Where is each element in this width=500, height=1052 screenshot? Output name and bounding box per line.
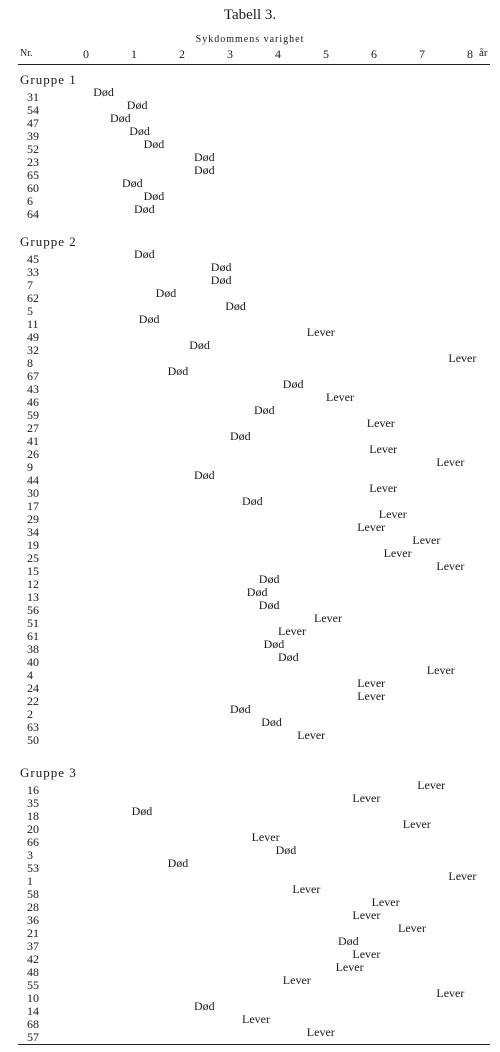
patient-number: 31 <box>27 90 39 104</box>
outcome-alive: Lever <box>448 869 477 883</box>
patient-number: 32 <box>27 343 39 357</box>
patient-number: 5 <box>27 304 33 318</box>
patient-number: 4 <box>27 668 33 682</box>
outcome-alive: Lever <box>357 689 386 703</box>
patient-number: 46 <box>27 395 39 409</box>
patient-number: 47 <box>27 116 39 130</box>
outcome-alive: Lever <box>297 728 326 742</box>
patient-number: 3 <box>27 848 33 862</box>
outcome-dead: Død <box>230 429 251 443</box>
patient-number: 51 <box>27 616 39 630</box>
outcome-alive: Lever <box>369 481 398 495</box>
outcome-dead: Død <box>189 338 210 352</box>
outcome-dead: Død <box>110 111 131 125</box>
patient-number: 63 <box>27 720 39 734</box>
group-title: Gruppe 2 <box>20 234 77 249</box>
outcome-dead: Død <box>194 150 215 164</box>
patient-number: 15 <box>27 564 39 578</box>
x-tick-label: 3 <box>227 47 233 61</box>
patient-number: 45 <box>27 252 39 266</box>
patient-number: 25 <box>27 551 39 565</box>
outcome-alive: Lever <box>426 663 455 677</box>
x-tick-label: 6 <box>371 47 377 61</box>
outcome-dead: Død <box>134 202 155 216</box>
outcome-dead: Død <box>138 312 160 326</box>
outcome-dead: Død <box>155 286 177 300</box>
patient-number: 29 <box>27 512 39 526</box>
patient-number: 6 <box>27 194 33 208</box>
patient-number: 30 <box>27 486 39 500</box>
patient-number: 34 <box>27 525 39 539</box>
outcome-dead: Død <box>258 572 280 586</box>
column-header: Sykdommens varighet <box>195 34 305 45</box>
outcome-dead: Død <box>131 804 153 818</box>
patient-number: 13 <box>27 590 39 604</box>
outcome-alive: Lever <box>306 1025 335 1039</box>
bottom-rule <box>18 1044 490 1045</box>
patient-number: 7 <box>27 278 33 292</box>
outcome-dead: Død <box>129 124 150 138</box>
outcome-alive: Lever <box>398 921 426 935</box>
outcome-alive: Lever <box>436 455 465 469</box>
outcome-alive: Lever <box>357 520 386 534</box>
outcome-alive: Lever <box>242 1012 270 1026</box>
patient-number: 53 <box>27 861 39 875</box>
patient-number: 68 <box>27 1017 39 1031</box>
patient-number: 18 <box>27 809 39 823</box>
patient-number: 60 <box>27 181 39 195</box>
outcome-dead: Død <box>143 137 165 151</box>
patient-number: 55 <box>27 978 39 992</box>
patient-number: 14 <box>27 1004 39 1018</box>
outcome-alive: Lever <box>314 611 342 625</box>
outcome-dead: Død <box>126 98 148 112</box>
patient-number: 9 <box>27 460 33 474</box>
x-tick-label: 8 <box>467 47 473 61</box>
group-title: Gruppe 1 <box>20 72 77 87</box>
patient-number: 59 <box>27 408 39 422</box>
outcome-dead: Død <box>275 843 297 857</box>
outcome-dead: Død <box>167 856 189 870</box>
outcome-alive: Lever <box>326 390 354 404</box>
outcome-alive: Lever <box>357 676 386 690</box>
outcome-dead: Død <box>210 260 232 274</box>
outcome-dead: Død <box>282 377 304 391</box>
outcome-alive: Lever <box>369 442 398 456</box>
patient-number: 10 <box>27 991 39 1005</box>
patient-number: 57 <box>27 1030 39 1044</box>
group-title: Gruppe 3 <box>20 765 77 780</box>
outcome-alive: Lever <box>448 351 477 365</box>
patient-number: 35 <box>27 796 39 810</box>
outcome-dead: Død <box>167 364 189 378</box>
patient-number: 38 <box>27 642 39 656</box>
nr-column-label: Nr. <box>20 48 33 59</box>
patient-number: 54 <box>27 103 39 117</box>
patient-number: 17 <box>27 499 39 513</box>
patient-number: 66 <box>27 835 39 849</box>
patient-number: 16 <box>27 783 39 797</box>
outcome-dead: Død <box>210 273 232 287</box>
patient-number: 61 <box>27 629 39 643</box>
patient-number: 42 <box>27 952 39 966</box>
patient-number: 49 <box>27 330 39 344</box>
x-tick-label: 4 <box>275 47 281 61</box>
outcome-alive: Lever <box>417 778 446 792</box>
patient-number: 62 <box>27 291 39 305</box>
patient-number: 12 <box>27 577 39 591</box>
patient-number: 11 <box>27 317 39 331</box>
patient-number: 37 <box>27 939 39 953</box>
outcome-alive: Lever <box>352 947 381 961</box>
outcome-dead: Død <box>258 598 280 612</box>
x-tick-label: 2 <box>179 47 185 61</box>
patient-number: 19 <box>27 538 39 552</box>
patient-number: 56 <box>27 603 39 617</box>
patient-number: 28 <box>27 900 39 914</box>
patient-number: 40 <box>27 655 39 669</box>
patient-number: 36 <box>27 913 39 927</box>
outcome-alive: Lever <box>436 986 465 1000</box>
patient-number: 20 <box>27 822 39 836</box>
outcome-alive: Lever <box>352 791 381 805</box>
patient-number: 26 <box>27 447 39 461</box>
patient-number: 1 <box>27 874 33 888</box>
patient-number: 21 <box>27 926 39 940</box>
outcome-dead: Død <box>261 715 282 729</box>
x-tick-label: 1 <box>131 47 137 61</box>
outcome-alive: Lever <box>278 624 306 638</box>
patient-number: 65 <box>27 168 39 182</box>
patient-number: 52 <box>27 142 39 156</box>
outcome-alive: Lever <box>251 830 280 844</box>
patient-number: 27 <box>27 421 39 435</box>
outcome-dead: Død <box>246 585 268 599</box>
patient-number: 41 <box>27 434 39 448</box>
outcome-alive: Lever <box>366 416 395 430</box>
patient-number: 23 <box>27 155 39 169</box>
patient-number: 50 <box>27 733 39 747</box>
patient-number: 2 <box>27 707 33 721</box>
outcome-dead: Død <box>230 702 251 716</box>
outcome-alive: Lever <box>306 325 335 339</box>
outcome-dead: Død <box>93 85 114 99</box>
outcome-alive: Lever <box>282 973 311 987</box>
outcome-dead: Død <box>254 403 275 417</box>
outcome-dead: Død <box>263 637 285 651</box>
x-axis-unit: år <box>479 47 488 59</box>
outcome-dead: Død <box>338 934 359 948</box>
outcome-alive: Lever <box>352 908 381 922</box>
outcome-dead: Død <box>143 189 165 203</box>
patient-number: 58 <box>27 887 39 901</box>
outcome-dead: Død <box>194 163 215 177</box>
table-title: Tabell 3. <box>223 7 277 23</box>
patient-number: 33 <box>27 265 39 279</box>
outcome-alive: Lever <box>335 960 364 974</box>
outcome-dead: Død <box>225 299 246 313</box>
x-tick-label: 0 <box>83 47 89 61</box>
header-rule <box>18 64 490 65</box>
outcome-dead: Død <box>242 494 263 508</box>
outcome-dead: Død <box>122 176 143 190</box>
patient-number: 44 <box>27 473 39 487</box>
x-tick-label: 7 <box>419 47 425 61</box>
patient-number: 39 <box>27 129 39 143</box>
outcome-alive: Lever <box>402 817 431 831</box>
outcome-alive: Lever <box>292 882 321 896</box>
outcome-alive: Lever <box>383 546 412 560</box>
outcome-alive: Lever <box>371 895 400 909</box>
outcome-alive: Lever <box>412 533 441 547</box>
patient-number: 64 <box>27 207 39 221</box>
x-tick-label: 5 <box>323 47 329 61</box>
outcome-alive: Lever <box>436 559 465 573</box>
outcome-alive: Lever <box>378 507 407 521</box>
outcome-dead: Død <box>278 650 299 664</box>
patient-number: 24 <box>27 681 39 695</box>
patient-number: 48 <box>27 965 39 979</box>
patient-number: 22 <box>27 694 39 708</box>
outcome-dead: Død <box>194 999 215 1013</box>
patient-number: 8 <box>27 356 33 370</box>
outcome-dead: Død <box>134 247 155 261</box>
patient-number: 67 <box>27 369 39 383</box>
patient-number: 43 <box>27 382 39 396</box>
outcome-dead: Død <box>194 468 215 482</box>
